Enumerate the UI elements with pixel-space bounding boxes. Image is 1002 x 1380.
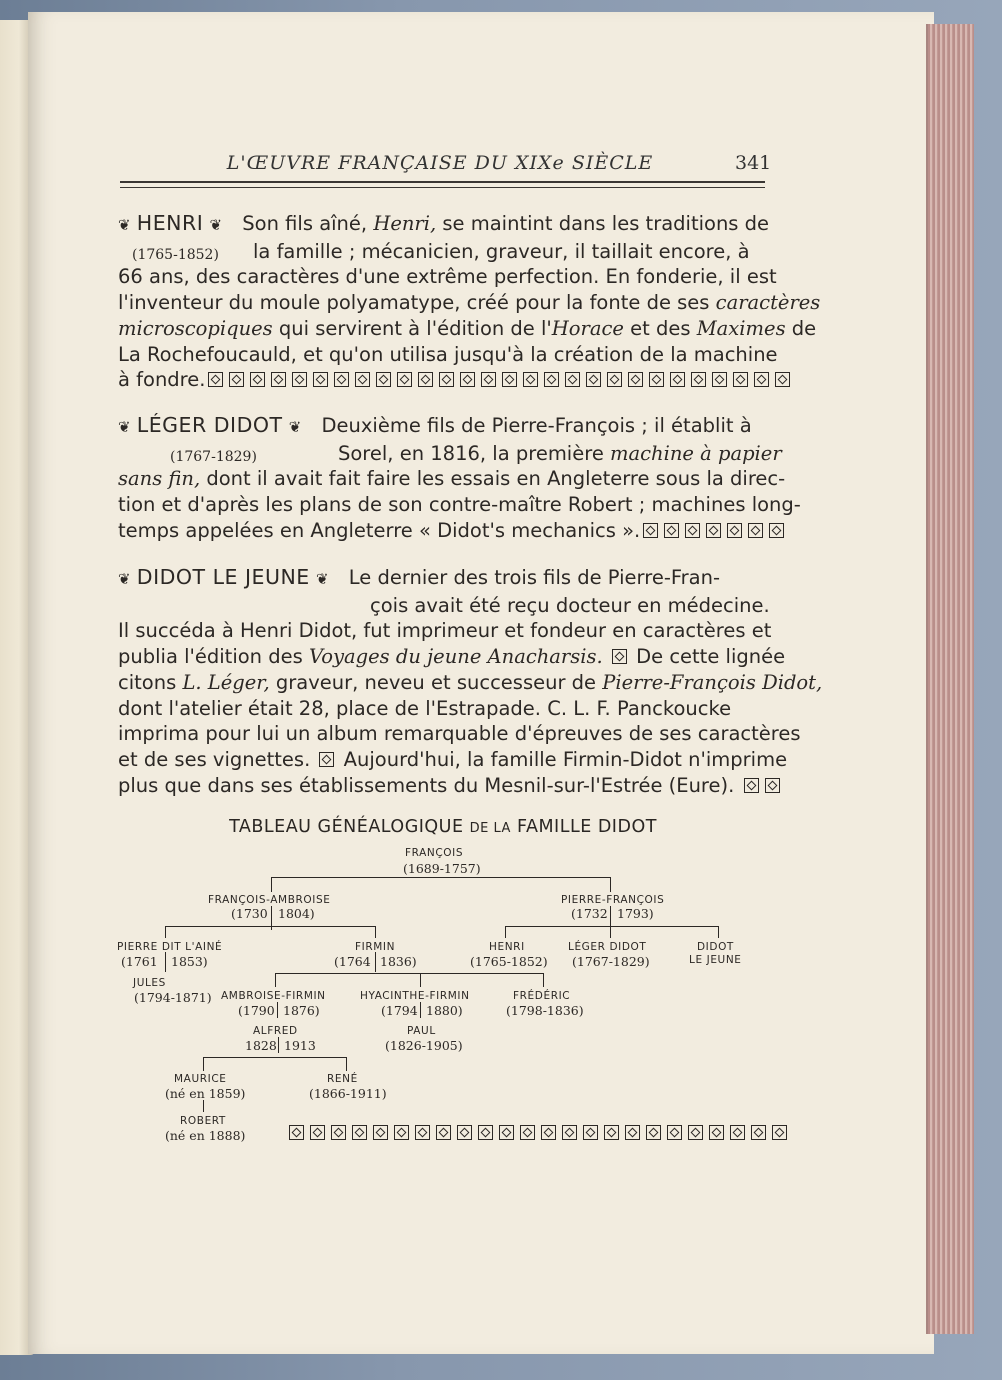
square-ornament-icon: [646, 1125, 661, 1140]
text: qui servirent à l'édition de l': [272, 316, 552, 340]
person-dates: 1880): [426, 1003, 463, 1018]
italic-text: Henri,: [373, 212, 437, 235]
section-dates: (1765-1852): [132, 246, 219, 263]
square-ornament-icon: [355, 372, 370, 387]
person-dates: (né en 1888): [165, 1128, 246, 1143]
person-dates: (1790: [238, 1003, 275, 1018]
ornament-row: [741, 774, 783, 797]
tree-line: [165, 926, 166, 938]
square-ornament-icon: [691, 372, 706, 387]
person-maurice: MAURICE: [174, 1073, 227, 1085]
square-ornament-icon: [544, 372, 559, 387]
tree-line: [275, 973, 543, 974]
ornament-row: [640, 519, 787, 542]
person-dates: (né en 1859): [165, 1086, 246, 1101]
square-ornament-icon: [685, 523, 700, 538]
title-part: FAMILLE DIDOT: [517, 817, 657, 837]
title-part: DE LA: [469, 821, 511, 836]
square-ornament-icon: [376, 372, 391, 387]
square-ornament-icon: [457, 1125, 472, 1140]
tree-line: [346, 1057, 347, 1071]
square-ornament-icon: [502, 372, 517, 387]
square-ornament-icon: [271, 372, 286, 387]
square-ornament-icon: [439, 372, 454, 387]
section-dates: (1767-1829): [170, 448, 257, 465]
square-ornament-icon: [667, 1125, 682, 1140]
person-dates: (1730: [231, 906, 268, 921]
text: et des: [623, 316, 697, 340]
text: 66 ans, des caractères d'une extrême perfection. En fonderie, il est: [118, 265, 777, 289]
text: citons: [118, 670, 183, 694]
square-ornament-icon: [775, 372, 790, 387]
section-heading: LÉGER DIDOT: [136, 413, 283, 437]
square-ornament-icon: [478, 1125, 493, 1140]
text: Il succéda à Henri Didot, fut imprimeur et fondeur en caractères et: [118, 619, 772, 643]
person-francois: FRANÇOIS: [405, 847, 464, 859]
text: Aujourd'hui, la famille Firmin-Didot n'imprime: [337, 747, 788, 771]
tree-line: [271, 877, 610, 878]
tree-line: [610, 877, 611, 892]
text: de: [785, 316, 817, 340]
person-pierre-dit-laine: PIERRE DIT L'AINÉ: [117, 941, 223, 953]
person-dates: 1876): [283, 1003, 320, 1018]
square-ornament-icon: [712, 372, 727, 387]
section-leger: [118, 413, 801, 544]
square-ornament-icon: [649, 372, 664, 387]
leaf-ornament-icon: ❦: [118, 570, 131, 588]
leaf-ornament-icon: ❦: [315, 570, 329, 588]
person-dates: (1689-1757): [403, 861, 481, 876]
person-dates: (1761: [121, 954, 158, 969]
italic-text: Maximes: [696, 316, 786, 340]
person-dates: (1765-1852): [470, 954, 548, 969]
text: et de ses vignettes.: [118, 747, 311, 771]
person-ambroise-firmin: AMBROISE-FIRMIN: [221, 990, 326, 1002]
square-ornament-icon: [481, 372, 496, 387]
square-ornament-icon: [586, 372, 601, 387]
ornament-row: [609, 645, 630, 668]
square-ornament-icon: [250, 372, 265, 387]
text: graveur, neveu et successeur de: [269, 670, 603, 694]
square-ornament-icon: [394, 1125, 409, 1140]
italic-text: caractères: [715, 291, 821, 315]
person-rene: RENÉ: [327, 1073, 358, 1085]
person-dates: (1767-1829): [572, 954, 650, 969]
text: Sorel, en 1816, la première: [338, 441, 611, 465]
person-robert: ROBERT: [180, 1115, 226, 1127]
person-francois-ambroise: FRANÇOIS-AMBROISE: [208, 894, 331, 906]
square-ornament-icon: [670, 372, 685, 387]
square-ornament-icon: [730, 1125, 745, 1140]
page-edges: [926, 24, 974, 1334]
text: l'inventeur du moule polyamatype, créé pour la fonte de ses: [118, 291, 716, 315]
square-ornament-icon: [565, 372, 580, 387]
person-dates: (1732: [571, 906, 608, 921]
text: se maintint dans les traditions de: [436, 212, 770, 235]
person-leger-didot: LÉGER DIDOT: [568, 941, 647, 953]
section-henri: [118, 211, 821, 393]
header-rule-thin: [120, 187, 765, 188]
page-number: 341: [735, 152, 772, 174]
person-alfred: ALFRED: [253, 1025, 298, 1037]
square-ornament-icon: [562, 1125, 577, 1140]
tree-line: [165, 952, 166, 972]
square-ornament-icon: [319, 752, 334, 767]
square-ornament-icon: [643, 523, 658, 538]
square-ornament-icon: [289, 1125, 304, 1140]
text: publia l'édition des: [118, 645, 309, 669]
person-dates: (1794: [381, 1003, 418, 1018]
person-dates: (1764: [334, 954, 371, 969]
square-ornament-icon: [313, 372, 328, 387]
person-dates: (1798-1836): [506, 1003, 584, 1018]
leaf-ornament-icon: ❦: [209, 216, 223, 234]
italic-text: sans fin,: [118, 467, 201, 491]
square-ornament-icon: [397, 372, 412, 387]
person-dates: 1828: [245, 1038, 277, 1053]
person-frederic: FRÉDÉRIC: [513, 990, 571, 1002]
square-ornament-icon: [583, 1125, 598, 1140]
leaf-ornament-icon: ❦: [118, 418, 131, 436]
square-ornament-icon: [706, 523, 721, 538]
person-didot-le-jeune: DIDOT: [697, 941, 734, 953]
square-ornament-icon: [625, 1125, 640, 1140]
title-part: TABLEAU GÉNÉALOGIQUE: [229, 817, 464, 837]
square-ornament-icon: [334, 372, 349, 387]
square-ornament-icon: [460, 372, 475, 387]
text: Deuxième fils de Pierre-François ; il établit à: [321, 414, 752, 437]
square-ornament-icon: [628, 372, 643, 387]
person-henri: HENRI: [489, 941, 525, 953]
square-ornament-icon: [292, 372, 307, 387]
leaf-ornament-icon: ❦: [288, 418, 302, 436]
running-title: L'ŒUVRE FRANÇAISE DU XIXe SIÈCLE: [226, 152, 654, 174]
leaf-ornament-icon: ❦: [118, 216, 131, 234]
square-ornament-icon: [772, 1125, 787, 1140]
square-ornament-icon: [208, 372, 223, 387]
square-ornament-icon: [688, 1125, 703, 1140]
square-ornament-icon: [523, 372, 538, 387]
tree-line: [203, 1100, 204, 1112]
section-heading: HENRI: [136, 211, 204, 235]
square-ornament-icon: [541, 1125, 556, 1140]
person-paul: PAUL: [407, 1025, 436, 1037]
italic-text: Pierre-François Didot,: [602, 670, 823, 694]
tree-line: [610, 926, 611, 938]
square-ornament-icon: [727, 523, 742, 538]
square-ornament-icon: [769, 523, 784, 538]
square-ornament-icon: [664, 523, 679, 538]
square-ornament-icon: [418, 372, 433, 387]
tree-line: [165, 926, 375, 927]
tree-line: [420, 973, 421, 987]
italic-text: Voyages du jeune Anacharsis.: [308, 645, 603, 669]
square-ornament-icon: [744, 778, 759, 793]
square-ornament-icon: [229, 372, 244, 387]
person-dates: 1913: [284, 1038, 316, 1053]
square-ornament-icon: [520, 1125, 535, 1140]
square-ornament-icon: [754, 372, 769, 387]
square-ornament-icon: [373, 1125, 388, 1140]
square-ornament-icon: [709, 1125, 724, 1140]
square-ornament-icon: [765, 778, 780, 793]
person-dates: (1794-1871): [134, 990, 212, 1005]
text: la famille ; mécanicien, graveur, il taillait encore, à: [253, 239, 750, 263]
tree-line: [505, 926, 718, 927]
italic-text: machine à papier: [610, 441, 782, 465]
tree-line: [420, 1002, 421, 1018]
tree-line: [203, 1057, 346, 1058]
person-dates: 1804): [278, 906, 315, 921]
square-ornament-icon: [751, 1125, 766, 1140]
text: Le dernier des trois fils de Pierre-Fran-: [348, 566, 721, 589]
tree-line: [375, 952, 376, 972]
text: çois avait été reçu docteur en médecine.: [370, 593, 770, 617]
ornament-row: [316, 748, 337, 771]
person-firmin: FIRMIN: [355, 941, 396, 953]
person-dates: (1826-1905): [385, 1038, 463, 1053]
italic-text: microscopiques: [118, 316, 273, 340]
tree-line: [275, 973, 276, 987]
square-ornament-icon: [748, 523, 763, 538]
tree-line: [203, 1057, 204, 1071]
text: La Rochefoucauld, et qu'on utilisa jusqu'à la création de la machine: [118, 342, 778, 366]
text: De cette lignée: [629, 645, 786, 669]
square-ornament-icon: [612, 649, 627, 664]
square-ornament-icon: [331, 1125, 346, 1140]
tree-line: [278, 1037, 279, 1053]
square-ornament-icon: [604, 1125, 619, 1140]
section-heading: DIDOT LE JEUNE: [136, 565, 310, 589]
italic-text: L. Léger,: [182, 670, 270, 694]
square-ornament-icon: [499, 1125, 514, 1140]
text: dont il avait fait faire les essais en Angleterre sous la direc-: [200, 467, 786, 491]
header-rule: [120, 181, 765, 183]
tree-line: [543, 973, 544, 987]
tree-line: [277, 1002, 278, 1018]
square-ornament-icon: [436, 1125, 451, 1140]
person-hyacinthe-firmin: HYACINTHE-FIRMIN: [360, 990, 470, 1002]
person-pierre-francois: PIERRE-FRANÇOIS: [561, 894, 665, 906]
text: plus que dans ses établissements du Mesnil-sur-l'Estrée (Eure).: [118, 773, 735, 797]
text: dont l'atelier était 28, place de l'Estrapade. C. L. F. Panckoucke: [118, 696, 732, 720]
ornament-row-end: [286, 1124, 790, 1143]
text: imprima pour lui un album remarquable d'épreuves de ses caractères: [118, 722, 801, 746]
tree-line: [375, 926, 376, 938]
person-dates: 1793): [617, 906, 654, 921]
tree-line: [718, 926, 719, 938]
ornament-row: [205, 368, 793, 391]
person-dates: 1836): [380, 954, 417, 969]
italic-text: Horace: [551, 316, 624, 340]
text: tion et d'après les plans de son contre-maître Robert ; machines long-: [118, 493, 801, 517]
section-jeune: [118, 565, 823, 798]
square-ornament-icon: [310, 1125, 325, 1140]
tree-line: [271, 877, 272, 892]
person-jules: JULES: [133, 977, 166, 989]
person-dates: 1853): [171, 954, 208, 969]
square-ornament-icon: [352, 1125, 367, 1140]
tree-line: [505, 926, 506, 938]
tableau-title: [120, 817, 766, 837]
square-ornament-icon: [733, 372, 748, 387]
person-dates: (1866-1911): [309, 1086, 387, 1101]
text: Son fils aîné,: [242, 212, 374, 235]
text: à fondre.: [118, 368, 206, 392]
square-ornament-icon: [607, 372, 622, 387]
square-ornament-icon: [415, 1125, 430, 1140]
text: temps appelées en Angleterre « Didot's mechanics ».: [118, 518, 641, 542]
person-name: LE JEUNE: [689, 954, 742, 966]
